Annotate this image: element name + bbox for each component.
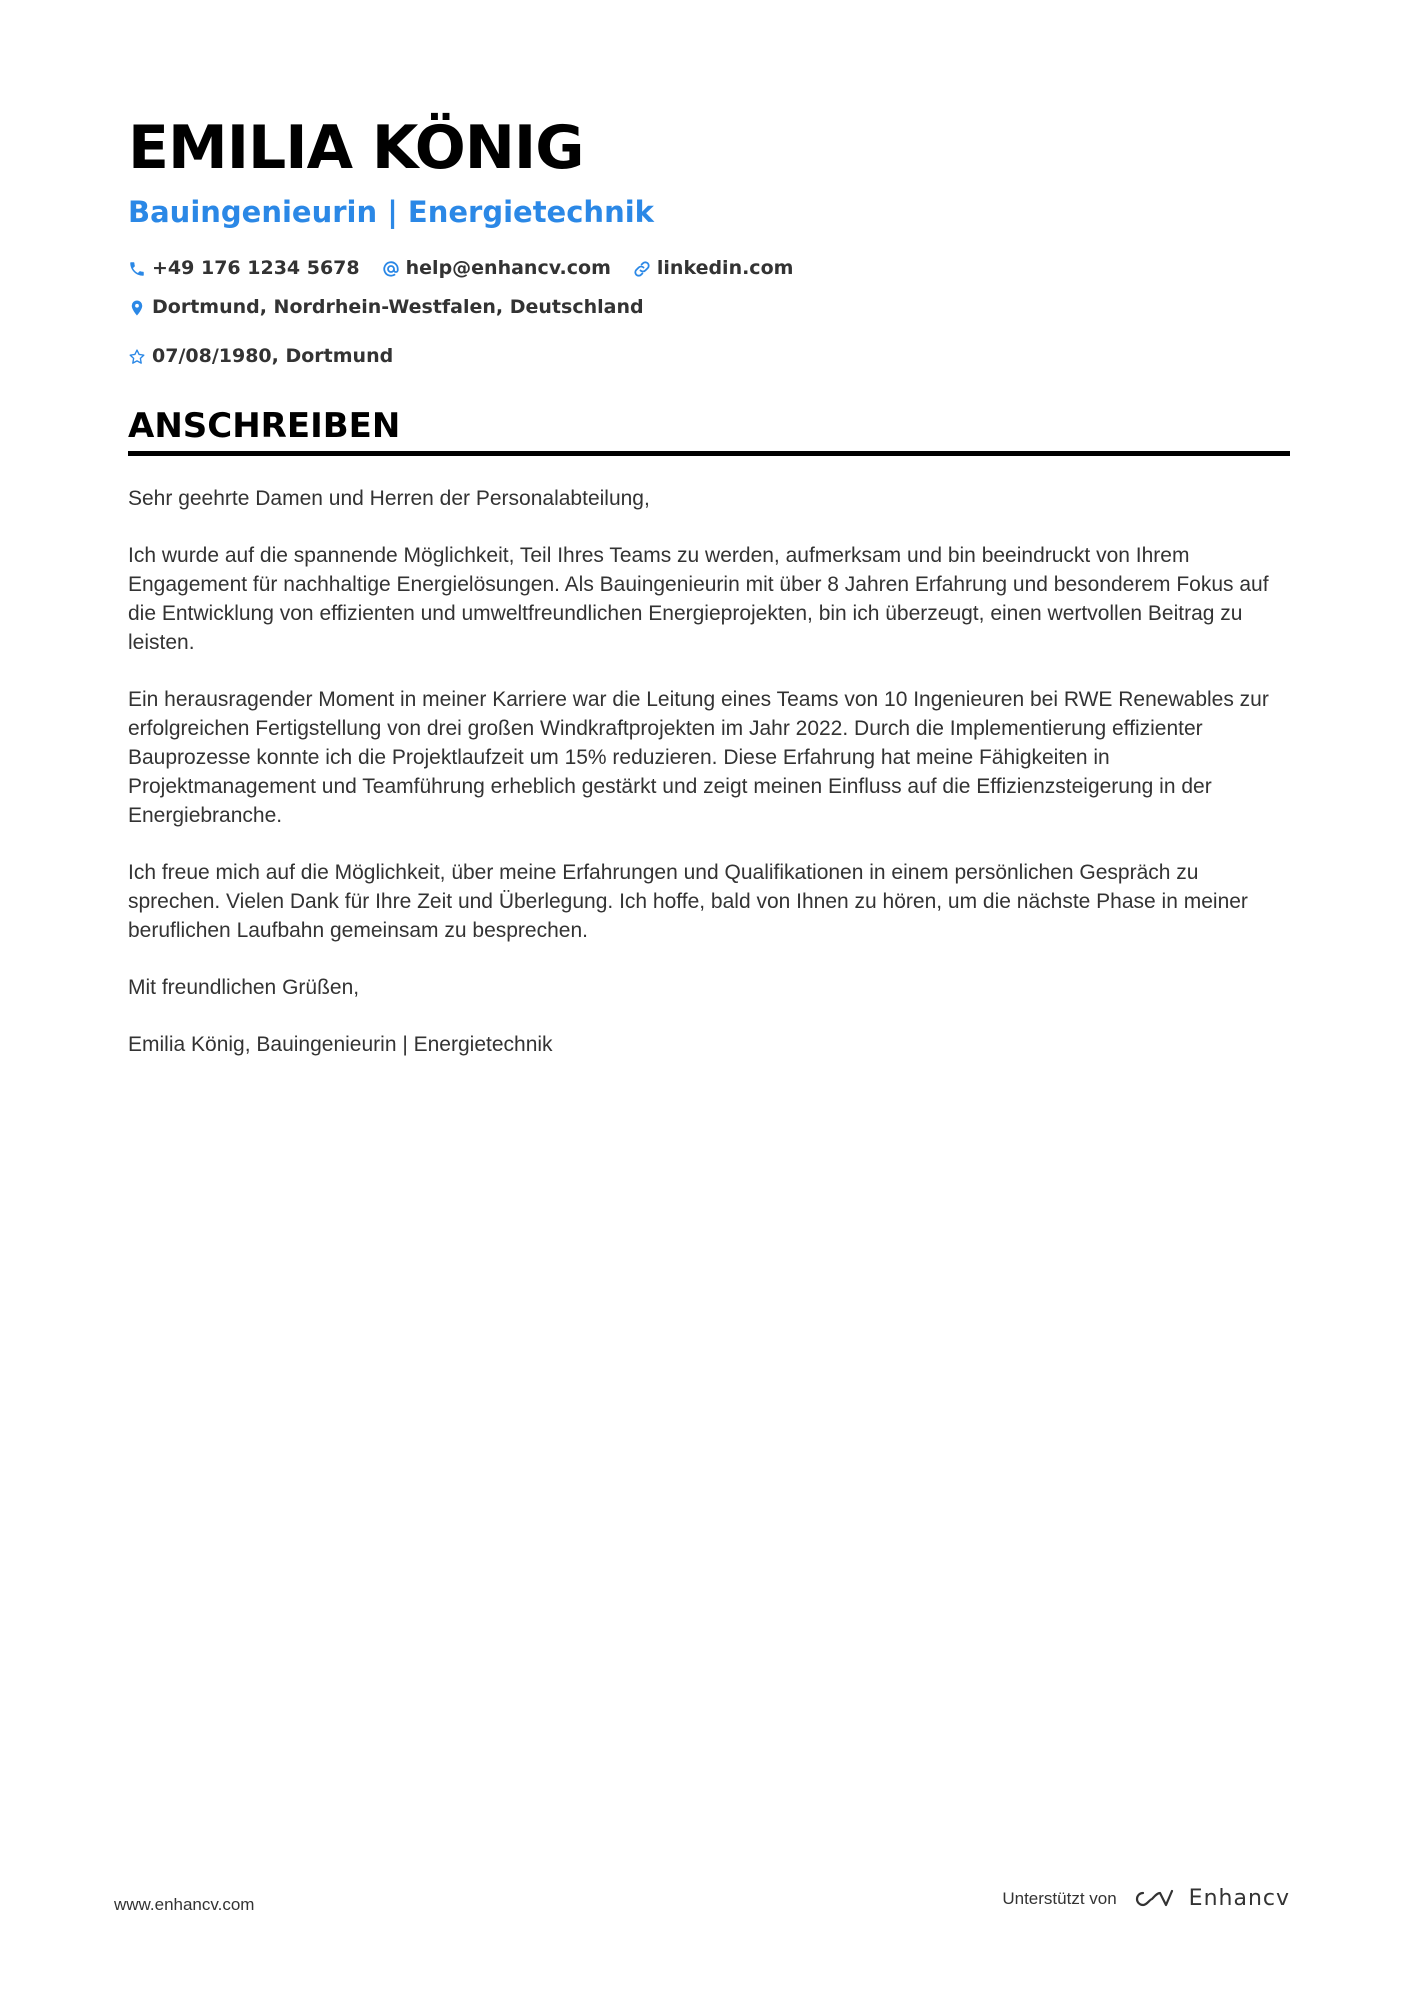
cover-letter-section [128,404,1290,1087]
star-icon [128,348,146,366]
contact-email-text[interactable]: help@enhancv.com [405,257,611,279]
contact-email[interactable] [382,254,611,283]
at-icon [382,260,400,278]
letter-paragraph: Ich freue mich auf die Möglichkeit, über meine Erfahrungen und Qualifikationen in einem persönlichen Gespräch zu sprechen. Vielen Dank für Ihre Zeit und Überlegung. Ich hoffe, bald von Ihnen zu hören, um die nächste Phase in meiner beruflichen Laufbahn gemeinsam zu besprechen. [128,861,1248,942]
applicant-name: EMILIA KÖNIG [128,113,584,183]
footer-branding [1002,1884,1290,1914]
contact-linkedin[interactable] [633,254,794,283]
contact-location [128,293,644,322]
applicant-role: Bauingenieurin | Energietechnik [128,195,654,229]
phone-icon [128,260,146,278]
header [128,108,1288,371]
enhancv-logo-icon [1129,1886,1175,1912]
letter-body [128,484,1290,1059]
brand-name: Enhancv [1188,1886,1290,1911]
contact-phone-text: +49 176 1234 5678 [152,257,360,279]
footer-website[interactable]: www.enhancv.com [114,1895,255,1914]
section-title: ANSCHREIBEN [128,406,401,446]
powered-by-label: Unterstützt von [1002,1889,1117,1908]
contact-location-text: Dortmund, Nordrhein-Westfalen, Deutschland [152,296,644,318]
letter-signature: Emilia König, Bauingenieurin | Energietechnik [128,1033,553,1056]
letter-salutation: Sehr geehrte Damen und Herren der Personalabteilung, [128,487,650,510]
letter-paragraph: Ich wurde auf die spannende Möglichkeit, Teil Ihres Teams zu werden, aufmerksam und bin beeindruckt von Ihrem Engagement für nachhaltige Energielösungen. Als Bauingenieurin mit über 8 Jahren Erfahrung und besonderem Fokus auf die Entwicklung von effizienten und umweltfreundlichen Energieprojekten, bin ich überzeugt, einen wertvollen Beitrag zu leisten. [128,544,1269,654]
letter-closing: Mit freundlichen Grüßen, [128,976,360,999]
letter-paragraph: Ein herausragender Moment in meiner Karriere war die Leitung eines Teams von 10 Ingenieuren bei RWE Renewables zur erfolgreichen Fertigstellung von drei großen Windkraftprojekten im Jahr 2022. Durch die Implementierung effizienter Bauprozesse konnte ich die Projektlaufzeit um 15% reduzieren. Diese Erfahrung hat meine Fähigkeiten in Projektmanagement und Teamführung erheblich gestärkt und zeigt meinen Einfluss auf die Effizienzsteigerung in der Energiebranche. [128,688,1269,827]
contact-phone [128,254,360,283]
location-pin-icon [128,299,146,317]
contact-linkedin-text[interactable]: linkedin.com [656,257,794,279]
link-icon [633,260,651,278]
contact-info [128,254,1288,371]
contact-birth [128,342,393,371]
contact-birth-text: 07/08/1980, Dortmund [152,345,394,367]
section-divider [128,451,1290,456]
